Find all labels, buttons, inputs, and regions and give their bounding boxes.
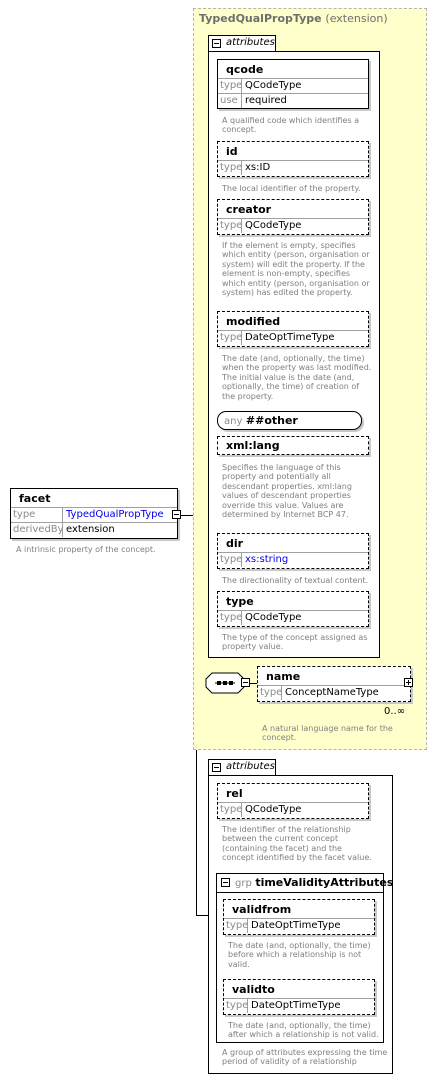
attr-creator-description: If the element is empty, specifies which entity (person, organisation or system) will edit the property. If the element is non-empty, specifies which entity (person, organisation or system) has edited the property. [222, 241, 370, 298]
group-header[interactable] [217, 874, 394, 893]
sequence-to-name-connector [250, 683, 257, 684]
facet-type-link[interactable]: TypedQualPropType [66, 509, 164, 520]
attributes-label: attributes [226, 37, 275, 48]
attr-qcode-use-key: use [218, 94, 242, 108]
attr-dir-name: dir [226, 537, 244, 550]
group-description: A group of attributes expressing the time period of validity of a relationship [222, 1048, 388, 1067]
attr-dir-type-key: type [220, 554, 243, 565]
facet-collapse-icon[interactable] [172, 510, 181, 519]
facet-type-key: type [11, 508, 63, 522]
attr-id-type-value: xs:ID [245, 162, 271, 173]
attributes-2-label: attributes [226, 761, 275, 772]
attr-type-name: type [226, 595, 254, 608]
attr-validto-type-row [224, 998, 374, 1013]
attr-dir[interactable] [217, 533, 369, 569]
attr-id[interactable] [217, 141, 369, 177]
attr-dir-type-row [218, 552, 368, 567]
attr-rel[interactable] [217, 783, 369, 819]
element-name[interactable] [257, 666, 411, 702]
attr-id-description: The local identifier of the property. [222, 184, 361, 193]
attr-qcode-use-value: required [245, 95, 287, 106]
attr-validfrom-description: The date (and, optionally, the time) before which a relationship is not valid. [228, 941, 371, 969]
attr-any-other[interactable] [217, 411, 362, 430]
group-collapse-icon[interactable] [221, 878, 230, 887]
attr-id-name: id [226, 145, 238, 158]
attr-dir-description: The directionality of textual content. [222, 576, 369, 585]
facet-description: A intrinsic property of the concept. [16, 545, 156, 554]
attr-validfrom-name: validfrom [232, 903, 292, 916]
attr-creator-type-row [218, 218, 368, 233]
attr-rel-type-key: type [220, 804, 243, 815]
attr-qcode[interactable] [217, 59, 369, 109]
element-name-type-value: ConceptNameType [285, 687, 379, 698]
element-name-type-key: type [260, 687, 283, 698]
element-name-label: name [266, 670, 301, 683]
element-name-type-row [258, 685, 410, 700]
attr-id-type-row [218, 160, 368, 175]
attr-validto[interactable] [223, 979, 375, 1015]
attr-validfrom-type-key: type [226, 920, 249, 931]
extension-type-name: TypedQualPropType [199, 12, 322, 25]
attributes-collapse-icon[interactable] [212, 39, 221, 48]
attr-type-type-row [218, 610, 368, 625]
attr-qcode-type-key: type [220, 80, 243, 91]
extension-title [199, 12, 388, 25]
facet-derivedby-key: derivedBy [13, 524, 64, 535]
attr-validfrom-type-value: DateOptTimeType [251, 920, 341, 931]
sequence-collapse-icon[interactable] [241, 678, 250, 687]
attr-modified-type-value: DateOptTimeType [245, 332, 335, 343]
attr-xml-lang-name: xml:lang [226, 439, 280, 452]
attr-validto-name: validto [232, 983, 275, 996]
facet-derivedby-value: extension [66, 524, 115, 535]
attr-validto-description: The date (and, optionally, the time) after which a relationship is not valid. [228, 1021, 379, 1040]
element-name-expand-icon[interactable] [404, 678, 413, 687]
attr-qcode-name: qcode [226, 63, 264, 76]
attributes-2-collapse-icon[interactable] [212, 763, 221, 772]
attr-xml-lang-description: Specifies the language of this property and potentially all descendant properties. xml:lang values of descendant properties override this value. Values are determined by Internet BCP 47. [222, 463, 352, 520]
group-name: timeValidityAttributes [255, 876, 394, 889]
element-name-description: A natural language name for the concept. [262, 724, 393, 743]
attr-creator-type-key: type [220, 220, 243, 231]
attr-validto-type-key: type [226, 1000, 249, 1011]
any-label: any [224, 416, 243, 427]
facet-element[interactable] [10, 488, 178, 539]
attr-qcode-description: A qualified code which identifies a concept. [222, 116, 360, 135]
attr-validfrom[interactable] [223, 899, 375, 935]
extension-subtitle: (extension) [325, 12, 388, 25]
attributes-tab[interactable] [208, 35, 276, 52]
attr-rel-name: rel [226, 787, 243, 800]
attr-rel-description: The identifier of the relationship between the current concept (containing the facet) and the concept identified by the facet value. [222, 825, 372, 863]
attr-qcode-type-value: QCodeType [245, 80, 302, 91]
attr-modified-type-key: type [220, 332, 243, 343]
sequence-compositor-icon[interactable] [205, 672, 245, 694]
attr-rel-type-row [218, 802, 368, 817]
facet-type-row [11, 507, 177, 522]
facet-name: facet [19, 492, 51, 505]
element-name-cardinality: 0..∞ [384, 706, 406, 717]
attr-id-type-key: type [220, 162, 243, 173]
attr-type-type-value: QCodeType [245, 612, 302, 623]
attr-creator-name: creator [226, 203, 272, 216]
attributes-tab-2[interactable] [208, 759, 276, 776]
attr-type-description: The type of the concept assigned as property value. [222, 633, 368, 652]
attr-modified-name: modified [226, 315, 281, 328]
attr-rel-type-value: QCodeType [245, 804, 302, 815]
attr-dir-type-link[interactable]: xs:string [245, 554, 289, 565]
attr-xml-lang[interactable] [217, 436, 369, 455]
attr-type[interactable] [217, 591, 369, 627]
any-namespace: ##other [245, 414, 298, 427]
group-grp-label: grp [235, 878, 252, 889]
attr-qcode-type-row [218, 78, 368, 93]
attr-validfrom-type-row [224, 918, 374, 933]
attr-modified-description: The date (and, optionally, the time) when the property was last modified. The initial value is the date (and, optionally, the time) of creation of the property. [222, 354, 372, 401]
attr-type-type-key: type [220, 612, 243, 623]
facet-derivedby-row [11, 522, 177, 537]
attr-creator[interactable] [217, 199, 369, 235]
attr-modified-type-row [218, 330, 368, 345]
attr-validto-type-value: DateOptTimeType [251, 1000, 341, 1011]
attr-modified[interactable] [217, 311, 369, 347]
attr-qcode-use-row [218, 93, 368, 108]
attr-creator-type-value: QCodeType [245, 220, 302, 231]
